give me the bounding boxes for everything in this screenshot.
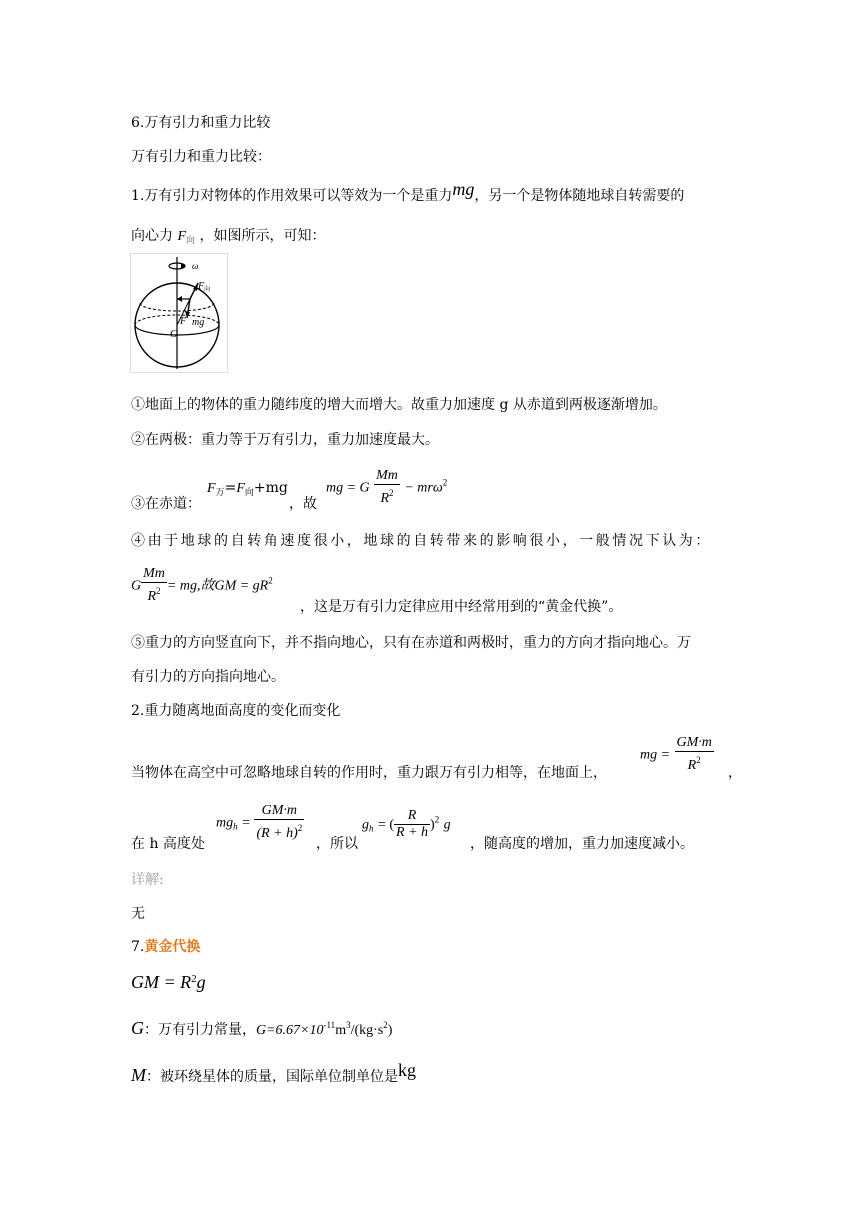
gh-ratio-formula: $g_h$ = ( $\frac{R}{R + h}$ )$^2$ g xyxy=(362,808,451,840)
item-3: ③在赤道： xyxy=(131,496,201,512)
item-2: ②在两极：重力等于万有引力，重力加速度最大。 xyxy=(131,432,439,448)
center-o-label: O xyxy=(170,328,178,340)
part-2-conclusion: ，随高度的增加，重力加速度减小。 xyxy=(470,836,694,852)
comma: ， xyxy=(728,765,742,781)
section-7-title: 7.黄金代换 xyxy=(131,939,201,955)
detail-value: 无 xyxy=(131,906,145,922)
golden-substitution-formula: GM = $R^2g$ xyxy=(131,972,206,992)
item-4-formula: G $\frac{Mm}{R^2}$ = mg,故GM = $gR^2$ xyxy=(131,566,273,604)
part-2-line-1: 当物体在高空中可忽略地球自转的作用时，重力跟万有引力相等，在地面上， xyxy=(131,765,607,781)
section-6-subtitle: 万有引力和重力比较： xyxy=(131,149,271,165)
item-4-line-1: ④由于地球的自转角速度很小，地球的自转带来的影响很小，一般情况下认为： xyxy=(131,533,712,549)
mg-symbol: mg xyxy=(452,179,475,199)
item-3-therefore: ，故 xyxy=(289,496,317,512)
surface-gravity-formula: mg = $\frac{GM\cdot m}{R^2}$ xyxy=(640,735,712,773)
paragraph-1-line-2: 向心力 $F_向$ ，如图所示，可知： xyxy=(131,228,326,246)
section-6-title: 6.万有引力和重力比较 xyxy=(131,115,271,131)
item-1: ①地面上的物体的重力随纬度的增大而增大。故重力加速度 g 从赤道到两极逐渐增加。 xyxy=(131,397,667,413)
item-4-golden-note: ，这是万有引力定律应用中经常用到的“黄金代换”。 xyxy=(300,599,623,615)
item-3-f-equation: $F_万=F_向+mg$ xyxy=(207,480,288,498)
mg-label: mg xyxy=(192,317,205,328)
item-3-formula: mg = G $\frac{Mm}{R^2}$ − mrω$^2$ xyxy=(326,468,448,506)
item-5-line-2: 有引力的方向指向地心。 xyxy=(131,669,285,685)
paragraph-1-line-1: 1.万有引力对物体的作用效果可以等效为一个是重力mg，另一个是物体随地球自转需要的 xyxy=(131,179,685,204)
m-mass-line: M：被环绕星体的质量，国际单位制单位是kg xyxy=(131,1060,416,1085)
height-gravity-formula: $mg_h$ = $\frac{GM\cdot m}{(R + h)^2}$ xyxy=(216,803,303,841)
g-constant-line: G：万有引力常量，$G=6.67\times 10^{-11}m^3/(kg\cdot s^2)$ xyxy=(131,1018,393,1038)
omega-label: ω xyxy=(192,261,199,271)
section-6-part-2-title: 2.重力随离地面高度的变化而变化 xyxy=(131,703,341,719)
detail-label: 详解: xyxy=(131,872,164,888)
f-normal-label: $F_向$ xyxy=(198,281,211,293)
f-label: F xyxy=(180,316,187,327)
earth-gravity-figure xyxy=(130,253,228,373)
item-5-line-1: ⑤重力的方向竖直向下，并不指向地心，只有在赤道和两极时，重力的方向才指向地心。万 xyxy=(131,635,691,651)
part-2-line-2-label: 在 h 高度处 xyxy=(131,836,205,852)
therefore-label: ，所以 xyxy=(316,836,358,852)
